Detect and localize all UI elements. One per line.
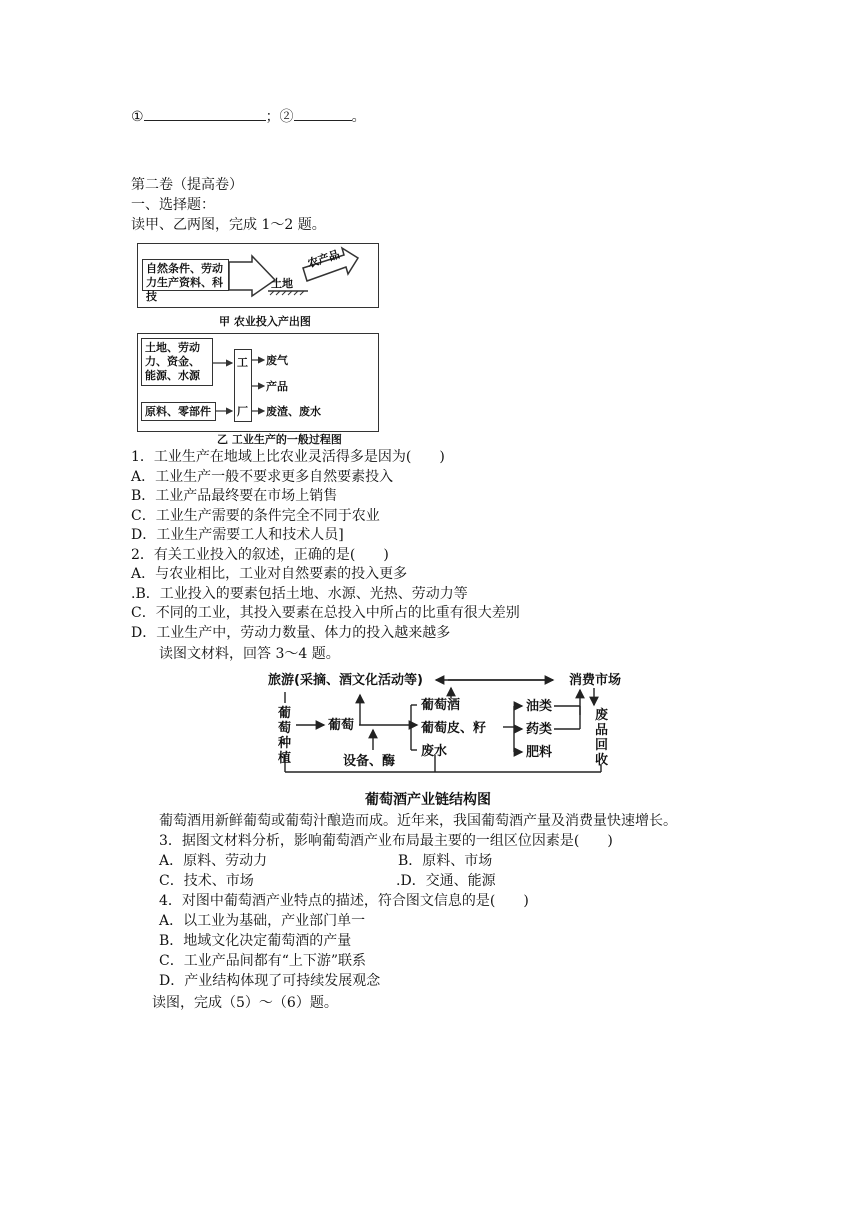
figure-wine-recycle: 废品回收 [595,708,609,768]
q2-option-d[interactable]: D．工业生产中，劳动力数量、体力的投入越来越多 [131,625,451,641]
q3-option-c[interactable]: C．技术、市场 [159,873,254,889]
q4-option-d[interactable]: D．产业结构体现了可持续发展观念 [159,973,381,989]
figure-wine-market: 消费市场 [569,673,622,688]
figure-wine-oil: 油类 [526,699,553,714]
intro-q3-4: 读图文材料，回答 3～4 题。 [159,646,340,662]
q2-option-a[interactable]: A．与农业相比，工业对自然要素的投入更多 [131,566,408,582]
q3-stem: 3．据图文材料分析，影响葡萄酒产业布局最主要的一组区位因素是( ) [159,833,613,849]
figure-wine-caption: 葡萄酒产业链结构图 [365,792,491,808]
figure-jia-output-label: 农产品 [306,247,342,271]
figure-wine-skin-seed: 葡萄皮、籽 [421,721,487,736]
intro-q5-6: 读图，完成（5）～（6）题。 [152,995,338,1011]
q1-stem: 1．工业生产在地域上比农业灵活得多是因为( ) [131,449,445,465]
intro-q1-2: 读甲、乙两图，完成 1～2 题。 [131,217,326,233]
q2-stem: 2．有关工业投入的叙述，正确的是( ) [131,547,389,563]
figure-yi-caption: 乙 工业生产的一般过程图 [217,433,342,446]
figure-wine-tourism: 旅游(采摘、酒文化活动等) [268,673,423,688]
figure-wine-wine: 葡萄酒 [421,698,461,713]
q3-option-d[interactable]: .D．交通、能源 [396,873,496,889]
figure-yi-output-waste: 废渣、废水 [266,405,321,418]
q3-option-a[interactable]: A．原料、劳动力 [159,853,268,869]
figure-yi-inputs-top-box: 土地、劳动力、资金、能源、水源 [141,338,213,386]
blank-separator: ；② [265,109,294,125]
q2-option-b[interactable]: .B．工业投入的要素包括土地、水源、光热、劳动力等 [131,586,468,602]
figure-wine-equipment: 设备、酶 [343,754,396,769]
q1-option-b[interactable]: B．工业产品最终要在市场上销售 [131,488,338,504]
q4-stem: 4．对图中葡萄酒产业特点的描述，符合图文信息的是( ) [159,893,529,909]
figure-yi-output-gas: 废气 [266,354,288,367]
figure-jia-land-label: 土地 [271,277,293,290]
q1-option-d[interactable]: D．工业生产需要工人和技术人员] [131,527,344,543]
q3-option-b[interactable]: B．原料、市场 [398,853,493,869]
part-title: 一、选择题： [131,197,215,213]
figure-wine-wastewater: 废水 [421,744,448,759]
figure-jia-caption: 甲 农业投入产出图 [219,315,311,328]
q4-option-b[interactable]: B．地域文化决定葡萄酒的产量 [159,933,352,949]
blank-end: 。 [351,109,366,125]
figure-wine-medicine: 药类 [526,722,553,737]
figure-wine-fertilizer: 肥料 [526,745,553,760]
figure-yi-factory-top: 工 [237,356,248,369]
section-title: 第二卷（提高卷） [131,177,243,193]
q2-option-c[interactable]: C．不同的工业，其投入要素在总投入中所占的比重有很大差别 [131,605,520,621]
q4-option-a[interactable]: A．以工业为基础，产业部门单一 [159,913,366,929]
blank-1-marker: ① [131,109,144,125]
figure-wine-grape: 葡萄 [328,718,355,733]
figure-jia-inputs-box: 自然条件、劳动力生产资料、科技 [142,259,229,291]
q1-option-a[interactable]: A．工业生产一般不要求更多自然要素投入 [131,469,394,485]
figure-yi-output-product: 产品 [266,380,288,393]
figure-yi-factory-bottom: 厂 [237,405,248,418]
figure-wine-planting: 葡萄种植 [278,706,292,766]
q4-option-c[interactable]: C．工业产品间都有“上下游”联系 [159,953,367,969]
q1-option-c[interactable]: C．工业生产需要的条件完全不同于农业 [131,508,380,524]
material-text: 葡萄酒用新鲜葡萄或葡萄汁酿造而成。近年来，我国葡萄酒产量及消费量快速增长。 [159,813,677,829]
figure-yi-inputs-bottom-box: 原料、零部件 [141,402,216,421]
